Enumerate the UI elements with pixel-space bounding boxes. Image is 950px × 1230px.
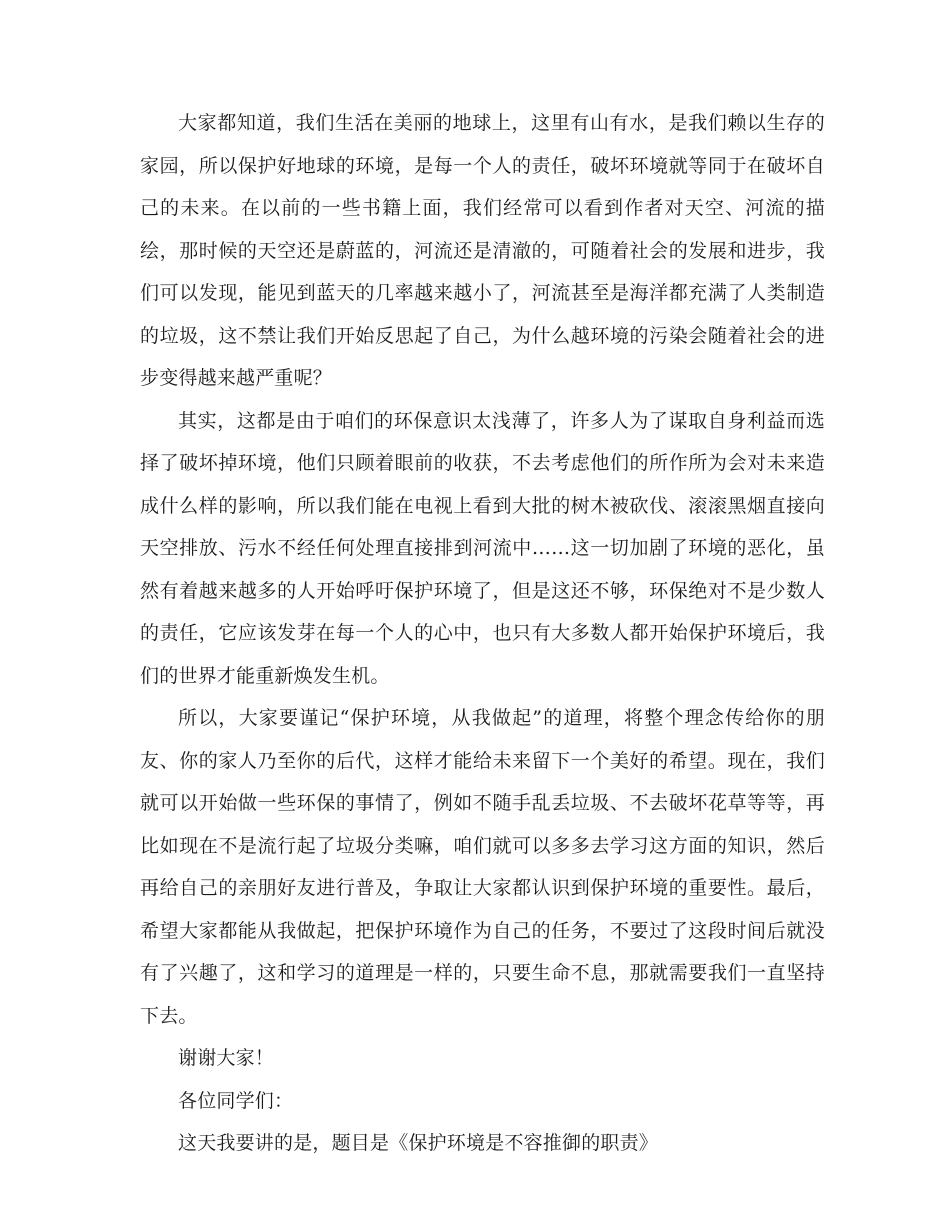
paragraph-1: 大家都知道，我们生活在美丽的地球上，这里有山有水，是我们赖以生存的家园，所以保护好地球的环境，是每一个人的责任，破坏环境就等同于在破坏自己的未来。在以前的一些书籍上面，我们经常可以看到作者对天空、河流的描绘，那时候的天空还是蔚蓝的，河流还是清澈的，可随着社会的发展和进步，我们可以发现，能见到蓝天的几率越来越小了，河流甚至是海洋都充满了人类制造的垃圾，这不禁让我们开始反思起了自己，为什么越环境的污染会随着社会的进步变得越来越严重呢？ <box>140 112 825 389</box>
greeting-line: 各位同学们： <box>178 1089 294 1112</box>
paragraph-3: 所以，大家要谨记“保护环境，从我做起”的道理，将整个理念传给你的朋友、你的家人乃至你的后代，这样才能给未来留下一个美好的希望。现在，我们就可以开始做一些环保的事情了，例如不随手乱丢垃圾、不去破坏花草等等，再比如现在不是流行起了垃圾分类嘛，咱们就可以多多去学习这方面的知识，然后再给自己的亲朋好友进行普及，争取让大家都认识到保护环境的重要性。最后，希望大家都能从我做起，把保护环境作为自己的任务，不要过了这段时间后就没有了兴趣了，这和学习的道理是一样的，只要生命不息，那就需要我们一直坚持下去。 <box>140 707 825 1027</box>
document-body <box>140 102 825 1165</box>
intro-line: 这天我要讲的是，题目是《保护环境是不容推御的职责》 <box>178 1132 659 1154</box>
paragraph-2: 其实，这都是由于咱们的环保意识太浅薄了，许多人为了谋取自身利益而选择了破坏掉环境，他们只顾着眼前的收获，不去考虑他们的所作所为会对未来造成什么样的影响，所以我们能在电视上看到大批的树木被砍伐、滚滚黑烟直接向天空排放、污水不经任何处理直接排到河流中……这一切加剧了环境的恶化，虽然有着越来越多的人开始呼吁保护环境了，但是这还不够，环保绝对不是少数人的责任，它应该发芽在每一个人的心中，也只有大多数人都开始保护环境后，我们的世界才能重新焕发生机。 <box>140 409 825 687</box>
closing-line: 谢谢大家！ <box>178 1047 275 1069</box>
